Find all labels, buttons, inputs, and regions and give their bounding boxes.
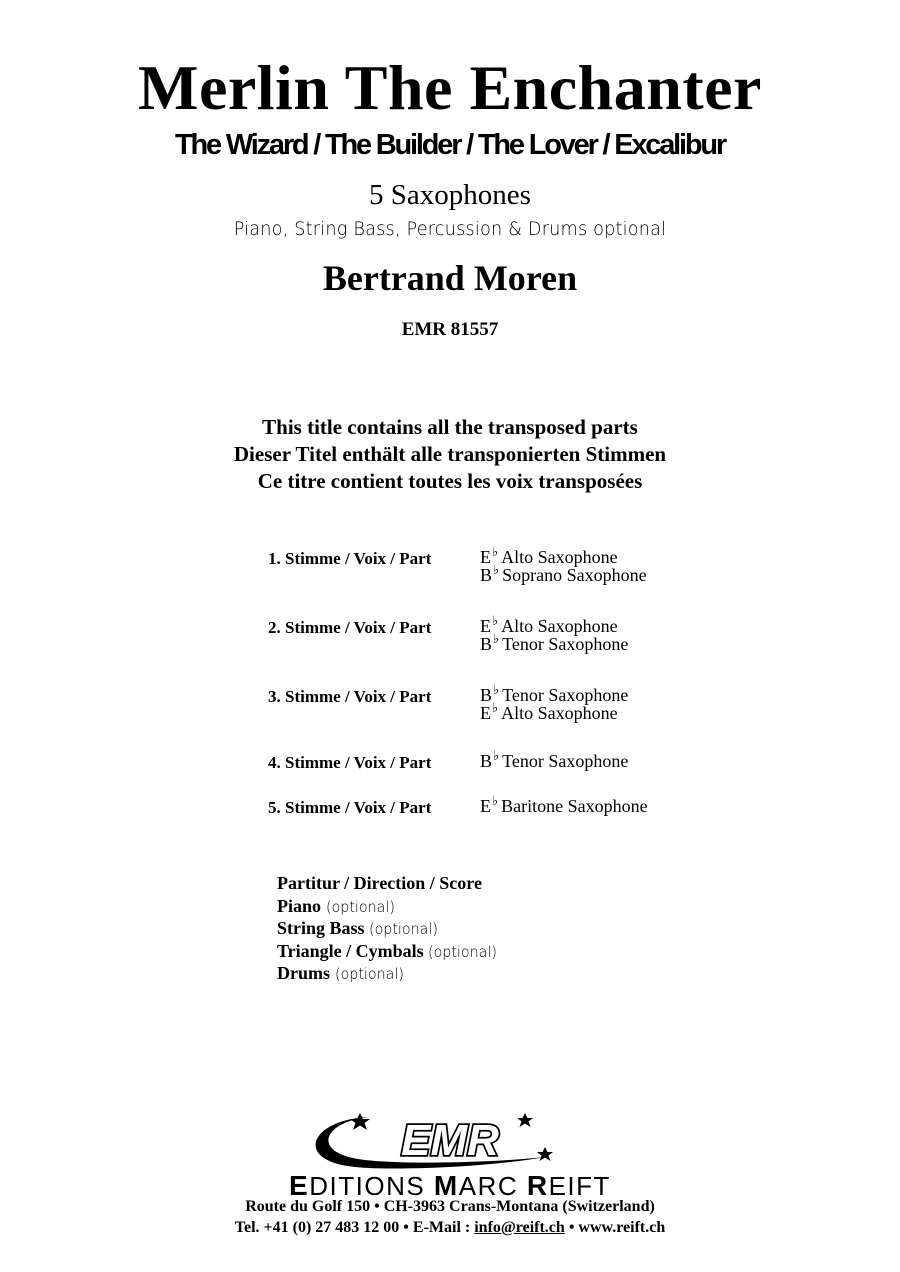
instrumentation: 5 Saxophones — [369, 179, 531, 211]
logo-star-left — [350, 1113, 370, 1130]
instrument-key: B — [480, 565, 493, 585]
logo-text: EMR — [401, 1116, 499, 1165]
instrument-name: Tenor Saxophone — [502, 751, 629, 771]
flat-symbol: ♭ — [492, 793, 499, 808]
part-label: 1. Stimme / Voix / Part — [268, 549, 432, 568]
optional-label: (optional) — [369, 920, 438, 938]
instrument-key: E — [480, 796, 491, 816]
instrument-name: Alto Saxophone — [501, 703, 618, 723]
extra-part-name: Triangle / Cymbals — [277, 941, 424, 961]
instrument-name: Alto Saxophone — [501, 616, 618, 636]
publisher-word: EIFT — [548, 1171, 611, 1201]
part-instrument — [480, 748, 629, 772]
extra-part-name: Piano — [277, 896, 322, 916]
extra-part — [277, 917, 444, 940]
flat-symbol: ♭ — [493, 682, 500, 697]
optional-label: (optional) — [428, 943, 498, 961]
flat-symbol: ♭ — [493, 631, 500, 646]
website-link[interactable]: www.reift.ch — [578, 1219, 666, 1236]
flat-symbol: ♭ — [492, 700, 499, 715]
part-label: 5. Stimme / Voix / Part — [268, 798, 432, 817]
notice-german: Dieser Titel enthält alle transponierten Stimmen — [233, 442, 667, 466]
instrument-key: B — [480, 634, 493, 654]
flat-symbol: ♭ — [493, 562, 500, 577]
logo-star-right-top — [517, 1113, 533, 1127]
optional-instruments: Piano, String Bass, Percussion & Drums optional — [233, 218, 667, 240]
email-link[interactable]: info@reift.ch — [474, 1219, 565, 1236]
part-label: 4. Stimme / Voix / Part — [268, 753, 432, 772]
part-instrument — [480, 631, 629, 655]
part-label: 2. Stimme / Voix / Part — [268, 618, 432, 637]
logo-star-right-bottom — [537, 1147, 553, 1161]
flat-symbol: ♭ — [493, 748, 500, 763]
instrument-name: Baritone Saxophone — [501, 796, 648, 816]
publisher-initial: E — [289, 1170, 310, 1201]
publisher-initial: R — [526, 1170, 549, 1201]
flat-symbol: ♭ — [492, 613, 499, 628]
phone-text: Tel. +41 (0) 27 483 12 00 • E-Mail : — [234, 1219, 475, 1236]
publisher-word: DITIONS — [309, 1171, 434, 1201]
optional-label: (optional) — [334, 965, 404, 983]
page-title: Merlin The Enchanter — [138, 52, 762, 123]
separator: • — [564, 1219, 579, 1236]
extra-part-name: Partitur / Direction / Score — [277, 873, 482, 893]
extra-part-name: Drums — [277, 963, 330, 983]
notice-french: Ce titre contient toutes les voix transposées — [257, 469, 643, 493]
part-instrument — [480, 793, 648, 817]
instrument-key: E — [480, 616, 491, 636]
instrument-key: B — [480, 685, 493, 705]
notice-english: This title contains all the transposed parts — [262, 415, 638, 439]
instrument-key: E — [480, 547, 491, 567]
publisher-contact — [0, 1217, 900, 1239]
instrument-name: Tenor Saxophone — [502, 685, 629, 705]
instrument-key: E — [480, 703, 491, 723]
publisher-initial: M — [433, 1170, 459, 1201]
publisher-word: ARC — [458, 1171, 527, 1201]
publisher-address: Route du Golf 150 • CH-3963 Crans-Montana (Switzerland) — [245, 1198, 655, 1215]
optional-label: (optional) — [325, 898, 395, 916]
flat-symbol: ♭ — [492, 544, 499, 559]
instrument-name: Soprano Saxophone — [502, 565, 647, 585]
extra-part — [277, 962, 409, 985]
instrument-name: Alto Saxophone — [501, 547, 618, 567]
part-label: 3. Stimme / Voix / Part — [268, 687, 432, 706]
catalog-number: EMR 81557 — [401, 319, 499, 340]
emr-logo — [300, 1105, 600, 1177]
composer-name: Bertrand Moren — [322, 258, 578, 298]
extra-part-name: String Bass — [277, 918, 365, 938]
part-instrument — [480, 700, 618, 724]
instrument-key: B — [480, 751, 493, 771]
extra-part — [277, 940, 503, 963]
extra-part — [277, 895, 400, 918]
movement-subtitle: The Wizard / The Builder / The Lover / Excalibur — [175, 129, 725, 161]
part-instrument — [480, 562, 647, 586]
instrument-name: Tenor Saxophone — [502, 634, 629, 654]
extra-part — [277, 872, 482, 894]
